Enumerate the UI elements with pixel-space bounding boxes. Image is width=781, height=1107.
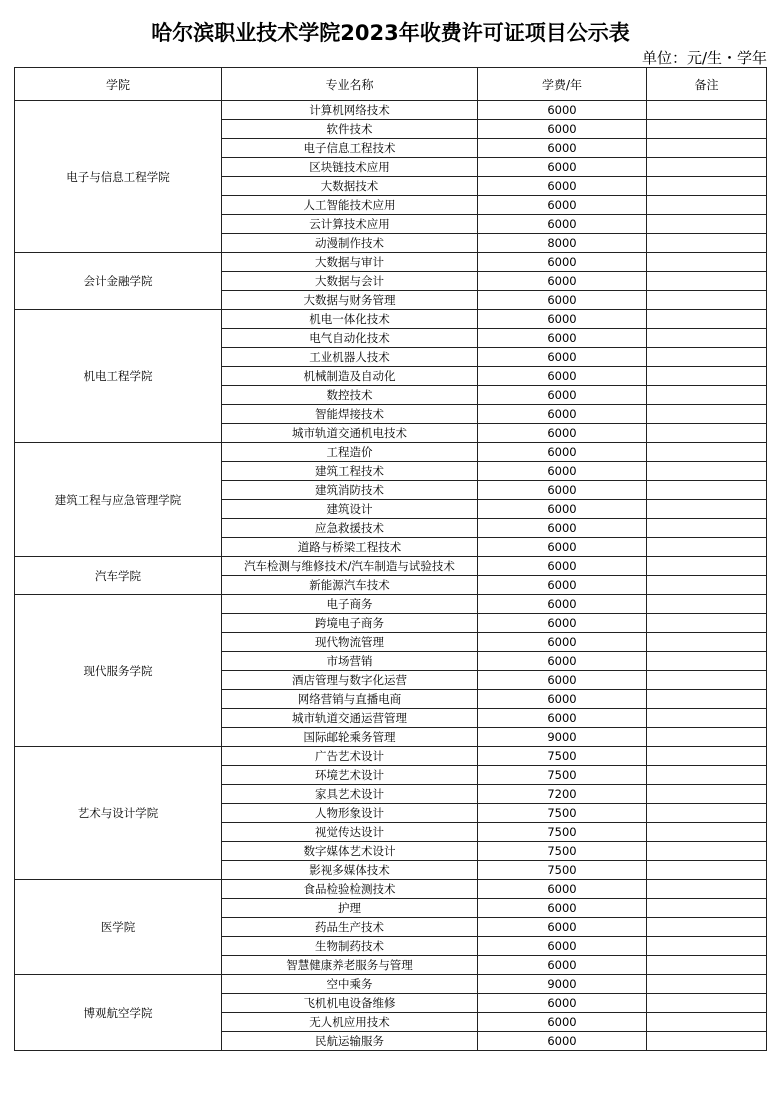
fee-cell: 6000 [478,462,647,481]
note-cell [647,215,767,234]
fee-cell: 7500 [478,747,647,766]
major-cell: 大数据与会计 [222,272,478,291]
note-cell [647,538,767,557]
major-cell: 城市轨道交通机电技术 [222,424,478,443]
major-cell: 电子商务 [222,595,478,614]
fee-cell: 6000 [478,386,647,405]
fee-cell: 7500 [478,804,647,823]
major-cell: 跨境电子商务 [222,614,478,633]
fee-cell: 6000 [478,709,647,728]
fee-table [14,67,767,1051]
table-row [15,975,767,994]
fee-cell: 6000 [478,956,647,975]
note-cell [647,557,767,576]
major-cell: 生物制药技术 [222,937,478,956]
major-cell: 工程造价 [222,443,478,462]
major-cell: 国际邮轮乘务管理 [222,728,478,747]
major-cell: 市场营销 [222,652,478,671]
table-row [15,557,767,576]
fee-cell: 7500 [478,766,647,785]
note-cell [647,595,767,614]
college-cell: 会计金融学院 [15,253,222,310]
fee-cell: 6000 [478,557,647,576]
fee-cell: 6000 [478,614,647,633]
major-cell: 云计算技术应用 [222,215,478,234]
college-cell: 机电工程学院 [15,310,222,443]
major-cell: 建筑设计 [222,500,478,519]
note-cell [647,804,767,823]
major-cell: 食品检验检测技术 [222,880,478,899]
fee-cell: 7500 [478,861,647,880]
major-cell: 家具艺术设计 [222,785,478,804]
note-cell [647,956,767,975]
fee-cell: 6000 [478,101,647,120]
major-cell: 汽车检测与维修技术/汽车制造与试验技术 [222,557,478,576]
header-row [15,68,767,101]
major-cell: 大数据技术 [222,177,478,196]
note-cell [647,158,767,177]
note-cell [647,823,767,842]
note-cell [647,120,767,139]
fee-cell: 6000 [478,633,647,652]
fee-cell: 7200 [478,785,647,804]
major-cell: 道路与桥梁工程技术 [222,538,478,557]
fee-cell: 6000 [478,253,647,272]
note-cell [647,481,767,500]
header-college: 学院 [15,68,222,101]
page-title: 哈尔滨职业技术学院2023年收费许可证项目公示表 [151,21,630,45]
note-cell [647,861,767,880]
note-cell [647,652,767,671]
major-cell: 电气自动化技术 [222,329,478,348]
note-cell [647,785,767,804]
note-cell [647,994,767,1013]
note-cell [647,918,767,937]
major-cell: 智能焊接技术 [222,405,478,424]
table-row [15,253,767,272]
note-cell [647,177,767,196]
note-cell [647,367,767,386]
major-cell: 空中乘务 [222,975,478,994]
fee-cell: 6000 [478,880,647,899]
note-cell [647,728,767,747]
note-cell [647,310,767,329]
major-cell: 大数据与审计 [222,253,478,272]
fee-cell: 6000 [478,937,647,956]
major-cell: 应急救援技术 [222,519,478,538]
college-cell: 博观航空学院 [15,975,222,1051]
fee-cell: 9000 [478,975,647,994]
major-cell: 计算机网络技术 [222,101,478,120]
college-cell: 建筑工程与应急管理学院 [15,443,222,557]
fee-cell: 6000 [478,158,647,177]
note-cell [647,386,767,405]
major-cell: 飞机机电设备维修 [222,994,478,1013]
table-row [15,101,767,120]
fee-cell: 6000 [478,918,647,937]
fee-cell: 6000 [478,329,647,348]
table-row [15,880,767,899]
note-cell [647,690,767,709]
note-cell [647,139,767,158]
fee-cell: 6000 [478,1032,647,1051]
header-major: 专业名称 [222,68,478,101]
major-cell: 工业机器人技术 [222,348,478,367]
major-cell: 区块链技术应用 [222,158,478,177]
note-cell [647,196,767,215]
fee-cell: 6000 [478,671,647,690]
major-cell: 建筑工程技术 [222,462,478,481]
fee-cell: 6000 [478,310,647,329]
major-cell: 视觉传达设计 [222,823,478,842]
note-cell [647,462,767,481]
fee-cell: 6000 [478,690,647,709]
fee-cell: 6000 [478,538,647,557]
table-row [15,443,767,462]
major-cell: 护理 [222,899,478,918]
fee-cell: 6000 [478,120,647,139]
unit-label: 单位：元/生・学年 [641,49,767,67]
table-row [15,310,767,329]
major-cell: 人工智能技术应用 [222,196,478,215]
note-cell [647,348,767,367]
major-cell: 软件技术 [222,120,478,139]
major-cell: 建筑消防技术 [222,481,478,500]
note-cell [647,937,767,956]
college-cell: 电子与信息工程学院 [15,101,222,253]
fee-cell: 6000 [478,139,647,158]
note-cell [647,671,767,690]
major-cell: 城市轨道交通运营管理 [222,709,478,728]
note-cell [647,500,767,519]
major-cell: 网络营销与直播电商 [222,690,478,709]
fee-cell: 6000 [478,994,647,1013]
major-cell: 数字媒体艺术设计 [222,842,478,861]
note-cell [647,709,767,728]
major-cell: 现代物流管理 [222,633,478,652]
college-cell: 医学院 [15,880,222,975]
major-cell: 电子信息工程技术 [222,139,478,158]
fee-cell: 9000 [478,728,647,747]
fee-cell: 6000 [478,348,647,367]
note-cell [647,880,767,899]
note-cell [647,633,767,652]
note-cell [647,329,767,348]
fee-cell: 6000 [478,272,647,291]
major-cell: 药品生产技术 [222,918,478,937]
major-cell: 民航运输服务 [222,1032,478,1051]
note-cell [647,747,767,766]
note-cell [647,842,767,861]
major-cell: 智慧健康养老服务与管理 [222,956,478,975]
table-body [15,101,767,1051]
fee-cell: 6000 [478,576,647,595]
fee-cell: 6000 [478,652,647,671]
note-cell [647,1013,767,1032]
fee-cell: 6000 [478,367,647,386]
fee-cell: 6000 [478,424,647,443]
header-note: 备注 [647,68,767,101]
fee-cell: 6000 [478,500,647,519]
note-cell [647,272,767,291]
note-cell [647,291,767,310]
major-cell: 人物形象设计 [222,804,478,823]
note-cell [647,405,767,424]
note-cell [647,899,767,918]
fee-cell: 6000 [478,1013,647,1032]
major-cell: 机械制造及自动化 [222,367,478,386]
fee-cell: 6000 [478,405,647,424]
fee-cell: 6000 [478,899,647,918]
note-cell [647,424,767,443]
note-cell [647,443,767,462]
major-cell: 广告艺术设计 [222,747,478,766]
fee-cell: 6000 [478,595,647,614]
note-cell [647,519,767,538]
college-cell: 汽车学院 [15,557,222,595]
fee-cell: 6000 [478,291,647,310]
major-cell: 动漫制作技术 [222,234,478,253]
header-fee: 学费/年 [478,68,647,101]
college-cell: 艺术与设计学院 [15,747,222,880]
major-cell: 影视多媒体技术 [222,861,478,880]
fee-cell: 6000 [478,196,647,215]
fee-cell: 6000 [478,519,647,538]
fee-cell: 6000 [478,215,647,234]
note-cell [647,576,767,595]
major-cell: 数控技术 [222,386,478,405]
note-cell [647,101,767,120]
fee-cell: 6000 [478,443,647,462]
note-cell [647,253,767,272]
fee-cell: 7500 [478,823,647,842]
fee-cell: 8000 [478,234,647,253]
fee-cell: 6000 [478,177,647,196]
major-cell: 大数据与财务管理 [222,291,478,310]
major-cell: 机电一体化技术 [222,310,478,329]
note-cell [647,766,767,785]
note-cell [647,975,767,994]
table-row [15,595,767,614]
major-cell: 环境艺术设计 [222,766,478,785]
college-cell: 现代服务学院 [15,595,222,747]
note-cell [647,1032,767,1051]
fee-cell: 7500 [478,842,647,861]
note-cell [647,234,767,253]
major-cell: 新能源汽车技术 [222,576,478,595]
fee-cell: 6000 [478,481,647,500]
note-cell [647,614,767,633]
table-row [15,747,767,766]
major-cell: 无人机应用技术 [222,1013,478,1032]
major-cell: 酒店管理与数字化运营 [222,671,478,690]
